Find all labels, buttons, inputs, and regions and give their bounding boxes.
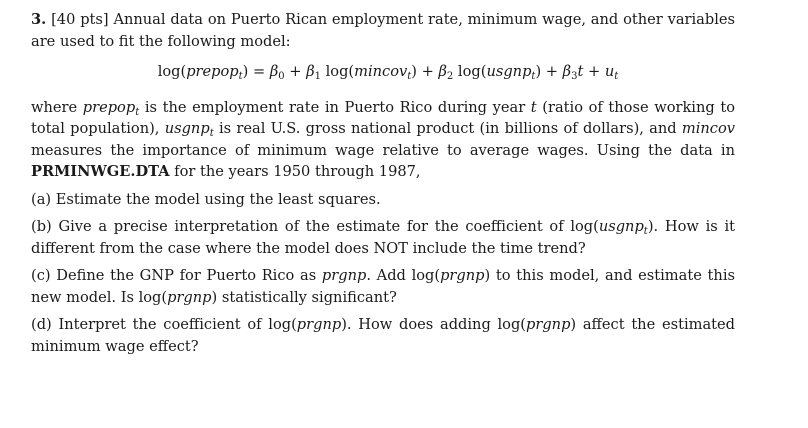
part-d-text-2: ). How does adding log( <box>341 316 527 333</box>
part-b-var-usgnp-sub: t <box>643 226 648 237</box>
part-b-text-2: ). How is it different from the case where the model does NOT include the time trend? <box>31 218 735 257</box>
eq-beta3-sub: 3 <box>571 71 578 82</box>
dataset-name: PRMINWGE.DTA <box>31 163 170 180</box>
eq-plus3: + <box>583 63 605 80</box>
intro-var-prepop-sub: t <box>135 106 140 118</box>
intro-text-6: for the years 1950 through 1987, <box>169 163 421 180</box>
eq-log1: log( <box>321 63 355 80</box>
eq-close2: ) + <box>535 63 563 80</box>
eq-u: u <box>604 63 615 80</box>
eq-beta0-sub: 0 <box>278 71 285 82</box>
part-b-text-1: (b) Give a precise interpretation of the estimate for the coefficient of log( <box>31 218 599 235</box>
intro-text-5: measures the importance of minimum wage relative to average wages. Using the data in <box>31 141 735 159</box>
problem-header-text: Annual data on Puerto Rican employment rate, minimum wage, and other variables are used to fit the following model: <box>31 11 736 50</box>
eq-beta3: β <box>562 63 572 80</box>
intro-var-t: t <box>530 98 537 116</box>
eq-beta2-sub: 2 <box>446 71 454 82</box>
intro-var-usgnp: usgnp <box>164 120 210 137</box>
intro-var-prepop: prepop <box>82 98 136 116</box>
part-c-text-3: ) to this model, and estimate this new model. Is log( <box>31 267 735 306</box>
part-c <box>31 265 735 308</box>
part-c-var-prgnp-3: prgnp <box>167 288 212 306</box>
eq-beta0: β <box>269 63 279 80</box>
eq-log2: log( <box>453 63 487 80</box>
part-a-text: (a) Estimate the model using the least squares. <box>31 190 381 208</box>
intro-text-2: is the employment rate in Puerto Rico during year <box>139 98 531 116</box>
eq-lhs-close: ) = <box>242 63 270 80</box>
part-b <box>31 216 735 259</box>
intro-var-usgnp-sub: t <box>209 128 214 139</box>
eq-beta1: β <box>306 63 315 80</box>
model-equation <box>31 61 735 83</box>
intro-text-4: is real U.S. gross national product (in billions of dollars), and <box>213 120 682 137</box>
part-c-var-prgnp-1: prgnp <box>321 267 367 284</box>
eq-var1-sub: t <box>407 71 412 82</box>
intro-var-mincov: mincov <box>681 120 735 137</box>
eq-var2-sub: t <box>531 71 536 82</box>
eq-beta2: β <box>438 63 447 80</box>
problem-number: 3. <box>31 11 47 28</box>
part-d-var-prgnp-1: prgnp <box>296 316 342 333</box>
eq-t: t <box>577 63 584 80</box>
eq-lhs-fn: log( <box>157 63 187 80</box>
eq-close1: ) + <box>411 63 439 80</box>
intro-text-1: where <box>31 98 83 116</box>
eq-lhs-var: prepop <box>186 63 239 80</box>
part-a <box>31 189 735 211</box>
part-d-text-3: ) affect the estimated minimum wage effect? <box>31 316 735 355</box>
part-c-text-1: (c) Define the GNP for Puerto Rico as <box>31 267 322 284</box>
eq-lhs-sub: t <box>238 71 243 82</box>
problem-page <box>31 9 735 363</box>
eq-var2: usgnp <box>486 63 532 80</box>
intro-text-3: (ratio of those working to total population), <box>31 98 735 137</box>
eq-beta1-sub: 1 <box>314 71 321 82</box>
part-d <box>31 314 735 357</box>
part-c-text-4: ) statistically significant? <box>211 288 397 306</box>
part-d-var-prgnp-2: prgnp <box>526 316 571 333</box>
part-d-text-1: (d) Interpret the coefficient of log( <box>31 316 297 333</box>
problem-points: [40 pts] <box>51 11 109 28</box>
eq-u-sub: t <box>614 71 619 82</box>
part-b-var-usgnp: usgnp <box>598 218 644 235</box>
eq-plus1: + <box>284 63 307 80</box>
part-c-var-prgnp-2: prgnp <box>440 267 485 284</box>
problem-header <box>31 9 735 52</box>
variable-definitions <box>31 97 735 183</box>
part-c-text-2: . Add log( <box>366 267 441 284</box>
eq-var1: mincov <box>354 63 408 80</box>
